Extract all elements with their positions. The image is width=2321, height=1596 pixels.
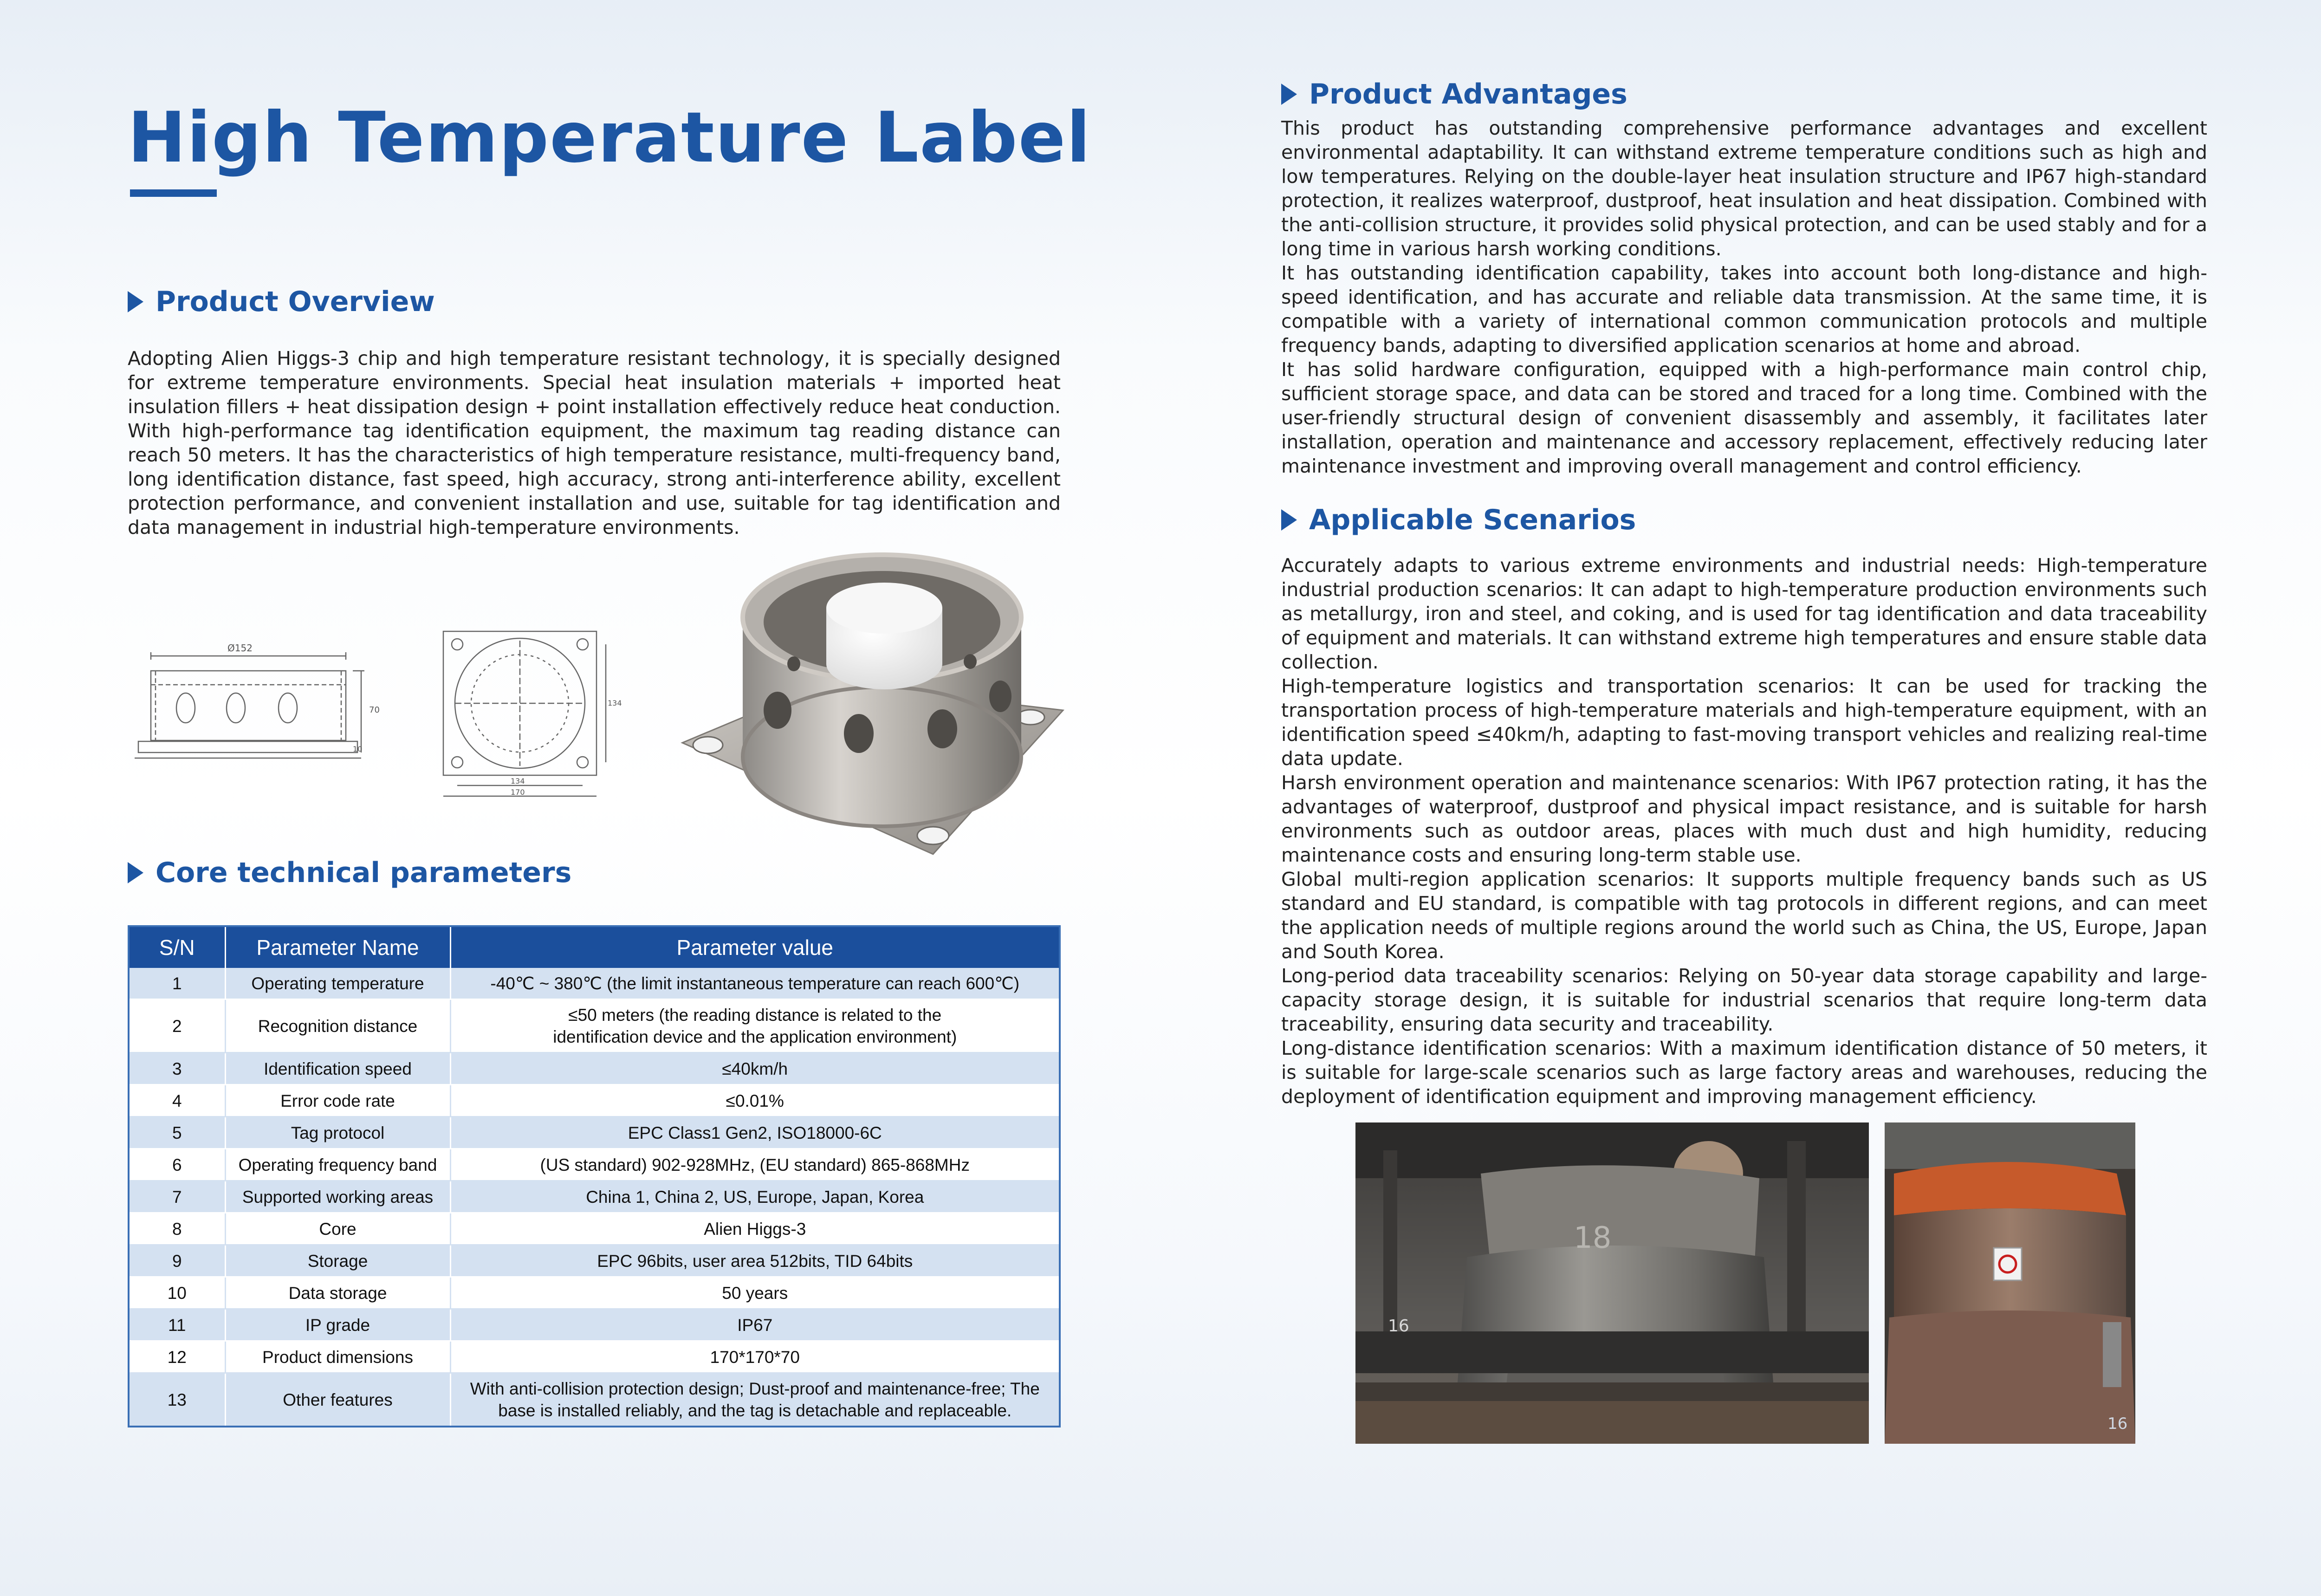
advantages-heading — [1281, 78, 1627, 110]
row-sn: 7 — [129, 1181, 225, 1213]
row-parameter-value: ≤40km/h — [450, 1053, 1060, 1085]
row-sn: 4 — [129, 1085, 225, 1117]
row-parameter-value: 50 years — [450, 1277, 1060, 1309]
steel-ladle-car-photo — [1355, 1122, 1869, 1444]
side-dim-top: Ø152 — [227, 642, 253, 654]
row-parameter-name: Product dimensions — [225, 1341, 450, 1373]
steel-ladle-closeup-photo — [1885, 1122, 2135, 1444]
advantages-paragraph-2: It has outstanding identification capability, takes into account both long-distance and high-speed identification, and has accurate and reliable data transmission. At the same time, it is compatible with a variety of international common communication protocols and multiple frequency bands, adapting to diversified application scenarios at home and abroad. — [1281, 262, 2207, 357]
table-row — [129, 1117, 1060, 1149]
side-view-drawing — [135, 638, 380, 773]
column-header-parameter-value: Parameter value — [450, 926, 1060, 968]
top-view-drawing — [434, 622, 620, 805]
row-parameter-name: Data storage — [225, 1277, 450, 1309]
table-row — [129, 999, 1060, 1053]
title-underline — [130, 189, 217, 197]
column-header-sn: S/N — [129, 926, 225, 968]
table-row — [129, 1181, 1060, 1213]
product-render-image — [673, 557, 1072, 854]
table-row — [129, 1341, 1060, 1373]
table-row — [129, 1213, 1060, 1245]
row-parameter-value: EPC 96bits, user area 512bits, TID 64bits — [450, 1245, 1060, 1277]
overview-text: Adopting Alien Higgs-3 chip and high temperature resistant technology, it is specially designed for extreme temperature environments. Special heat insulation materials + imported heat insulation fillers + heat dissipation design + point installation effectively reduce heat conduction. With high-performance tag identification equipment, the maximum tag reading distance can reach 50 meters. It has the characteristics of high temperature resistance, multi-frequency band, long identification distance, fast speed, high accuracy, strong anti-interference ability, excellent protection performance, and convenient installation and use, suitable for tag identification and data management in industrial high-temperature environments. — [128, 347, 1061, 538]
row-parameter-name: Error code rate — [225, 1085, 450, 1117]
ladle-number-label: 18 — [1574, 1221, 1612, 1255]
row-parameter-value: -40℃ ~ 380℃ (the limit instantaneous temperature can reach 600℃) — [450, 968, 1060, 999]
row-parameter-value: With anti-collision protection design; Dust-proof and maintenance-free; The base is installed reliably, and the tag is detachable and replaceable. — [450, 1373, 1060, 1427]
table-row — [129, 1277, 1060, 1309]
top-dim-bottom2: 170 — [511, 788, 525, 797]
row-parameter-value: ≤0.01% — [450, 1085, 1060, 1117]
table-row — [129, 1245, 1060, 1277]
advantages-paragraph-1: This product has outstanding comprehensive performance advantages and excellent environmental adaptability. It can withstand extreme temperature conditions such as high and low temperatures. Relying on the double-layer heat insulation structure and IP67 high-standard protection, it realizes waterproof, dustproof, heat insulation and heat dissipation. Combined with the anti-collision structure, it provides solid physical protection, and can be used stably and for a long time in various harsh working conditions. — [1281, 117, 2207, 260]
triangle-bullet-icon — [1281, 509, 1297, 531]
table-row — [129, 1309, 1060, 1341]
row-parameter-value: China 1, China 2, US, Europe, Japan, Korea — [450, 1181, 1060, 1213]
row-parameter-value: (US standard) 902-928MHz, (EU standard) 865-868MHz — [450, 1149, 1060, 1181]
advantages-paragraph-3: It has solid hardware configuration, equipped with a high-performance main control chip, sufficient storage space, and data can be stored and traced for a long time. Combined with the user-friendly structural design of convenient disassembly and assembly, it facilitates later installation, operation and maintenance and accessory replacement, effectively reducing later maintenance investment and improving overall management and control efficiency. — [1281, 358, 2207, 477]
scenarios-paragraph-4: Global multi-region application scenarios: It supports multiple frequency bands such as US standard and EU standard, is compatible with tag protocols in different regions, and can meet the application needs of multiple regions around the world such as China, the US, Europe, Japan and South Korea. — [1281, 868, 2207, 963]
triangle-bullet-icon — [1281, 84, 1297, 105]
row-sn: 13 — [129, 1373, 225, 1427]
parameters-heading — [128, 856, 571, 889]
car-number-label: 16 — [1388, 1317, 1409, 1336]
table-row — [129, 1053, 1060, 1085]
scenarios-paragraph-5: Long-period data traceability scenarios: Relying on 50-year data storage capability and large-capacity storage design, it is suitable for industrial scenarios that require long-term data traceability, ensuring data security and traceability. — [1281, 965, 2207, 1035]
closeup-number-label: 16 — [2107, 1414, 2128, 1433]
row-sn: 9 — [129, 1245, 225, 1277]
row-parameter-value: IP67 — [450, 1309, 1060, 1341]
row-parameter-value: EPC Class1 Gen2, ISO18000-6C — [450, 1117, 1060, 1149]
row-sn: 6 — [129, 1149, 225, 1181]
overview-heading — [128, 285, 435, 318]
row-parameter-name: Recognition distance — [225, 999, 450, 1053]
row-parameter-value: Alien Higgs-3 — [450, 1213, 1060, 1245]
scenarios-text-block — [1281, 553, 2207, 1109]
scenarios-heading — [1281, 504, 1636, 536]
row-sn: 3 — [129, 1053, 225, 1085]
side-dim-right: 70 — [369, 705, 380, 715]
table-row — [129, 968, 1060, 999]
row-parameter-name: Identification speed — [225, 1053, 450, 1085]
row-sn: 2 — [129, 999, 225, 1053]
scenarios-paragraph-2: High-temperature logistics and transportation scenarios: It can be used for tracking the transportation process of high-temperature materials and high-temperature equipment, with an identification speed ≤40km/h, adapting to fast-moving transport vehicles and realizing real-time data update. — [1281, 675, 2207, 770]
row-parameter-name: Core — [225, 1213, 450, 1245]
column-header-parameter-name: Parameter Name — [225, 926, 450, 968]
triangle-bullet-icon — [128, 291, 143, 312]
row-sn: 5 — [129, 1117, 225, 1149]
row-parameter-name: Storage — [225, 1245, 450, 1277]
side-dim-base: 10 — [353, 745, 363, 753]
parameters-heading-label: Core technical parameters — [156, 856, 572, 889]
row-sn: 11 — [129, 1309, 225, 1341]
table-row — [129, 1085, 1060, 1117]
page-title: High Temperature Label — [128, 97, 1091, 178]
top-dim-right: 134 — [608, 699, 622, 707]
row-sn: 10 — [129, 1277, 225, 1309]
scenarios-heading-label: Applicable Scenarios — [1309, 504, 1636, 536]
row-sn: 8 — [129, 1213, 225, 1245]
row-parameter-value: ≤50 meters (the reading distance is related to the identification device and the application environment) — [450, 999, 1060, 1053]
parameters-table — [128, 925, 1061, 1427]
overview-heading-label: Product Overview — [156, 285, 435, 318]
row-parameter-name: IP grade — [225, 1309, 450, 1341]
advantages-text-block — [1281, 116, 2207, 478]
table-row — [129, 1149, 1060, 1181]
row-parameter-name: Operating frequency band — [225, 1149, 450, 1181]
table-row — [129, 1373, 1060, 1427]
row-sn: 1 — [129, 968, 225, 999]
advantages-heading-label: Product Advantages — [1309, 78, 1627, 110]
scenarios-paragraph-6: Long-distance identification scenarios: With a maximum identification distance of 50 meters, it is suitable for large-scale scenarios such as large factory areas and warehouses, reducing the deployment of identification equipment and improving management efficiency. — [1281, 1037, 2207, 1108]
scenarios-paragraph-3: Harsh environment operation and maintenance scenarios: With IP67 protection rating, it has the advantages of waterproof, dustproof and physical impact resistance, and is suitable for harsh environments such as outdoor areas, places with much dust and high humidity, reducing maintenance costs and ensuring long-term stable use. — [1281, 772, 2207, 866]
overview-text-block — [128, 346, 1061, 539]
top-dim-bottom1: 134 — [511, 777, 525, 785]
row-parameter-value: 170*170*70 — [450, 1341, 1060, 1373]
scenarios-paragraph-1: Accurately adapts to various extreme environments and industrial needs: High-temperature industrial production scenarios: It can adapt to high-temperature production environments such as metallurgy, iron and steel, and coking, and is used for tag identification and data traceability of equipment and materials. It can withstand extreme high temperatures and ensure stable data collection. — [1281, 554, 2207, 673]
triangle-bullet-icon — [128, 862, 143, 883]
row-parameter-name: Supported working areas — [225, 1181, 450, 1213]
table-header-row — [129, 926, 1060, 968]
row-parameter-name: Operating temperature — [225, 968, 450, 999]
row-parameter-name: Other features — [225, 1373, 450, 1427]
row-parameter-name: Tag protocol — [225, 1117, 450, 1149]
row-sn: 12 — [129, 1341, 225, 1373]
